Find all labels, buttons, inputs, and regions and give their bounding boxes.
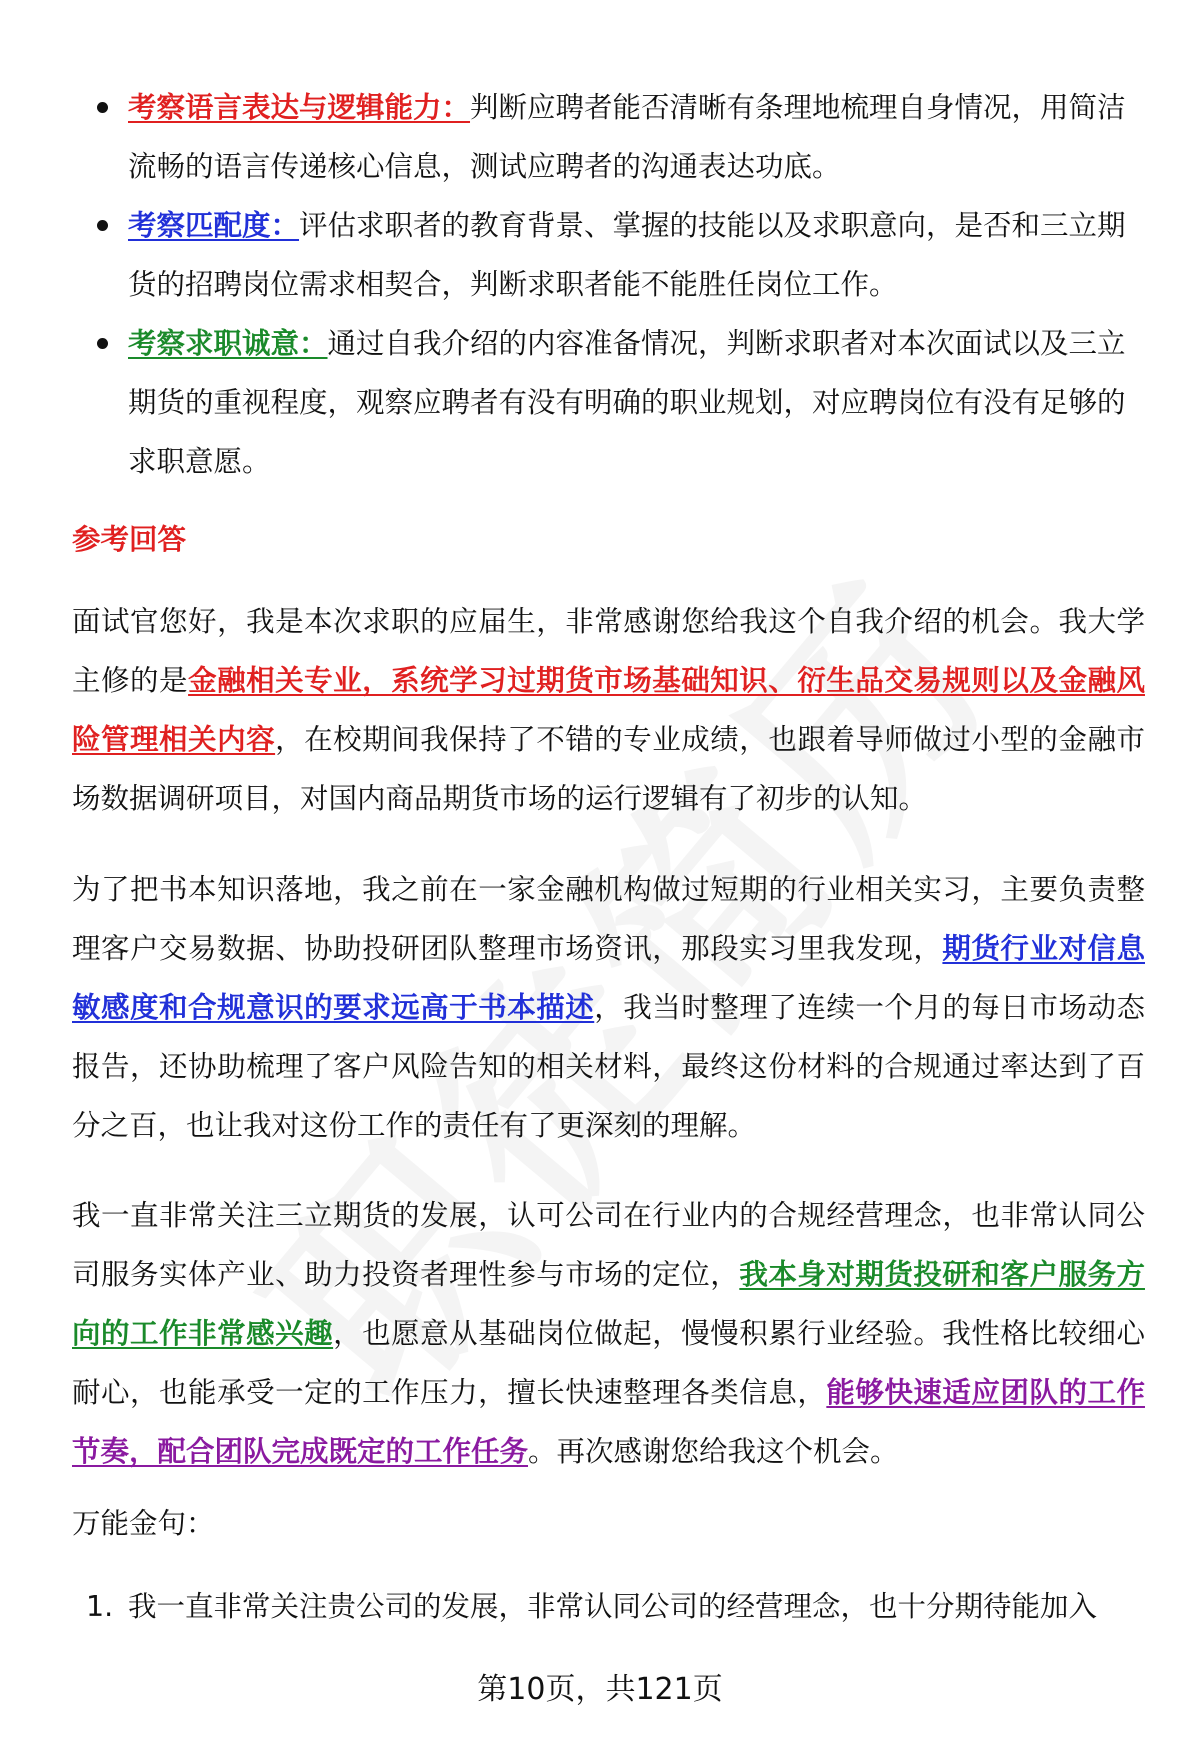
- list-item: [0, 1577, 1143, 1636]
- criteria-text: 通过自我介绍的内容准备情况，判断求职者对本次面试以及三立期货的重视程度，观察应聘者有没有明确的职业规划，对应聘岗位有没有足够的求职意愿。: [128, 327, 1126, 478]
- criteria-list: [0, 78, 1143, 491]
- criteria-text: 评估求职者的教育背景、掌握的技能以及求职意向，是否和三立期货的招聘岗位需求相契合，判断求职者能不能胜任岗位工作。: [128, 209, 1126, 301]
- answer-paragraph-3: [72, 1186, 1145, 1481]
- list-item: [0, 314, 1143, 491]
- criteria-title: 考察语言表达与逻辑能力：: [128, 91, 471, 124]
- paragraph-text: ，也愿意从基础岗位做起，慢慢积累行业经验。我性格比较细心耐心，也能承受一定的工作压力，擅长快速整理各类信息，: [72, 1317, 1145, 1409]
- criteria-title: 考察匹配度：: [128, 209, 300, 242]
- answer-heading: 参考回答: [72, 523, 187, 556]
- highlight-text: 我本身对期货投研和客户服务方向的工作非常感兴趣: [72, 1258, 1145, 1350]
- paragraph-text: 为了把书本知识落地，我之前在一家金融机构做过短期的行业相关实习，主要负责整理客户交易数据、协助投研团队整理市场资讯，那段实习里我发现，: [72, 873, 1145, 965]
- answer-paragraph-1: [72, 592, 1145, 828]
- golden-sentence-label: 万能金句：: [72, 1507, 215, 1540]
- paragraph-text: ，在校期间我保持了不错的专业成绩，也跟着导师做过小型的金融市场数据调研项目，对国内商品期货市场的运行逻辑有了初步的认知。: [72, 723, 1145, 815]
- list-item: [0, 78, 1143, 196]
- criteria-title: 考察求职诚意：: [128, 327, 328, 360]
- highlight-text: 金融相关专业，系统学习过期货市场基础知识、衍生品交易规则以及金融风险管理相关内容: [72, 664, 1145, 756]
- criteria-text: 判断应聘者能否清晰有条理地梳理自身情况，用简洁流畅的语言传递核心信息，测试应聘者的沟通表达功底。: [128, 91, 1126, 183]
- answer-paragraph-2: [72, 860, 1145, 1155]
- golden-sentence-list: [0, 1577, 1143, 1636]
- page-footer: 第10页，共121页: [477, 1672, 723, 1707]
- paragraph-text: 面试官您好，我是本次求职的应届生，非常感谢您给我这个自我介绍的机会。我大学主修的是: [72, 605, 1145, 697]
- paragraph-text: ，我当时整理了连续一个月的每日市场动态报告，还协助梳理了客户风险告知的相关材料，最终这份材料的合规通过率达到了百分之百，也让我对这份工作的责任有了更深刻的理解。: [72, 991, 1145, 1142]
- list-item: [0, 196, 1143, 314]
- list-text: 我一直非常关注贵公司的发展，非常认同公司的经营理念，也十分期待能加入: [128, 1590, 1098, 1623]
- highlight-text: 能够快速适应团队的工作节奏，配合团队完成既定的工作任务: [72, 1376, 1145, 1468]
- highlight-text: 期货行业对信息敏感度和合规意识的要求远高于书本描述: [72, 932, 1145, 1024]
- list-number: 1.: [86, 1590, 114, 1623]
- paragraph-text: 我一直非常关注三立期货的发展，认可公司在行业内的合规经营理念，也非常认同公司服务实体产业、助力投资者理性参与市场的定位，: [72, 1199, 1145, 1291]
- paragraph-text: 。再次感谢您给我这个机会。: [528, 1435, 899, 1468]
